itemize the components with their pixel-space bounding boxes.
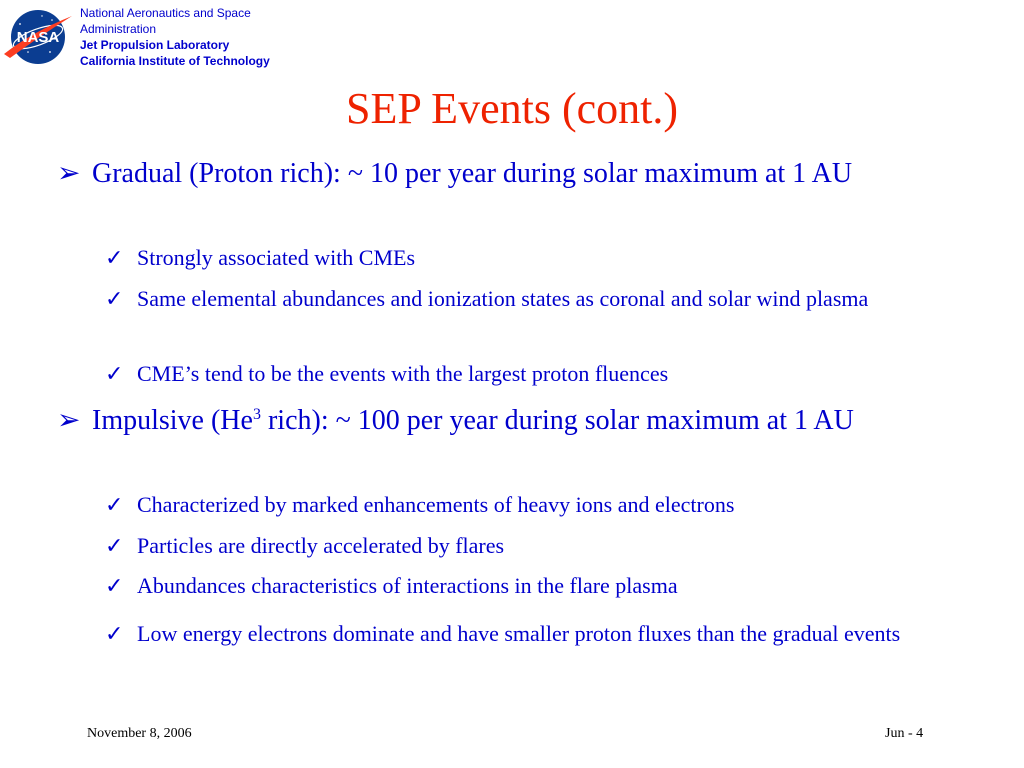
sub-bullet-text: CME’s tend to be the events with the largest proton fluences bbox=[137, 361, 669, 386]
superscript: 3 bbox=[252, 406, 261, 423]
bullet-text-after: rich): ~ 100 per year during solar maximum at 1 AU bbox=[260, 405, 854, 436]
org-line-3: Jet Propulsion Laboratory bbox=[80, 38, 230, 52]
bullet-item bbox=[57, 156, 977, 192]
sub-bullet-item bbox=[105, 282, 975, 316]
bullet-text bbox=[57, 403, 977, 439]
arrow-bullet-icon: ➢ bbox=[57, 405, 81, 436]
slide-title: SEP Events (cont.) bbox=[346, 84, 678, 133]
sub-bullet-item bbox=[105, 357, 975, 391]
bullet-text-before: Impulsive (He bbox=[92, 405, 253, 436]
org-line-2: Administration bbox=[80, 22, 157, 36]
footer-page-number: Jun - 4 bbox=[885, 726, 924, 741]
nasa-logo bbox=[2, 2, 74, 72]
sub-bullet-item bbox=[105, 569, 975, 603]
bullet-text: Gradual (Proton rich): ~ 10 per year during solar maximum at 1 AU bbox=[92, 158, 853, 189]
sub-bullet-item bbox=[105, 617, 975, 651]
sub-bullet-text: Low energy electrons dominate and have smaller proton fluxes than the gradual events bbox=[137, 621, 901, 646]
checkmark-icon: ✓ bbox=[105, 286, 124, 311]
footer-date: November 8, 2006 bbox=[87, 726, 192, 741]
sub-bullet-text: Strongly associated with CMEs bbox=[137, 245, 416, 270]
sub-bullet-text: Particles are directly accelerated by flares bbox=[137, 533, 505, 558]
checkmark-icon: ✓ bbox=[105, 245, 124, 270]
checkmark-icon: ✓ bbox=[105, 621, 124, 646]
sub-bullet-item bbox=[105, 241, 975, 275]
checkmark-icon: ✓ bbox=[105, 573, 124, 598]
sub-bullet-text: Characterized by marked enhancements of heavy ions and electrons bbox=[137, 492, 735, 517]
checkmark-icon: ✓ bbox=[105, 361, 124, 386]
checkmark-icon: ✓ bbox=[105, 533, 124, 558]
sub-bullet-item bbox=[105, 529, 975, 563]
sub-bullet-text: Same elemental abundances and ionization states as coronal and solar wind plasma bbox=[137, 286, 869, 311]
org-line-4: California Institute of Technology bbox=[80, 54, 270, 68]
sub-bullet-text: Abundances characteristics of interactions in the flare plasma bbox=[137, 573, 678, 598]
organization-block bbox=[80, 5, 270, 69]
bullet-item bbox=[57, 403, 977, 439]
arrow-bullet-icon: ➢ bbox=[57, 158, 81, 189]
logo-text: NASA bbox=[16, 29, 60, 46]
org-line-1: National Aeronautics and Space bbox=[80, 6, 251, 20]
sub-bullet-item bbox=[105, 488, 975, 522]
checkmark-icon: ✓ bbox=[105, 492, 124, 517]
